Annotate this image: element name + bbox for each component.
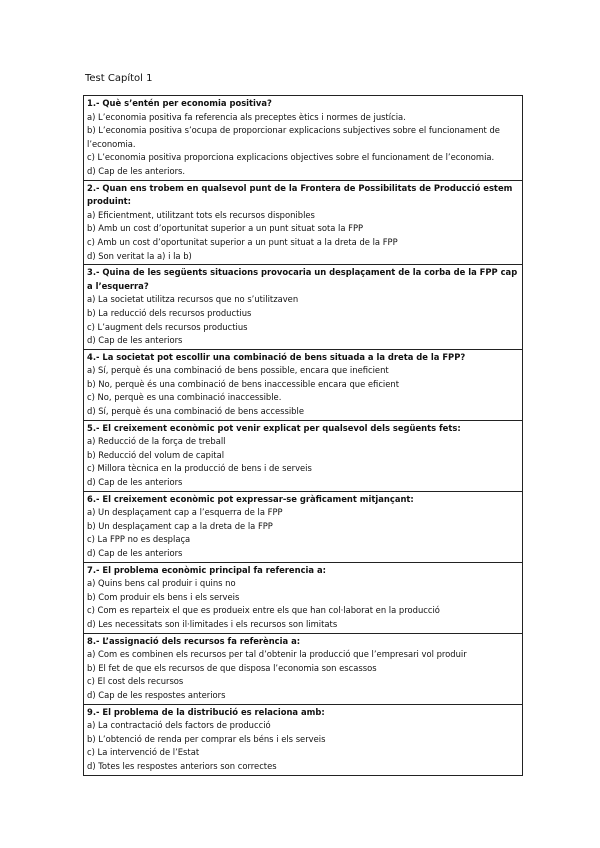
document-title: Test Capítol 1	[85, 73, 153, 84]
option-c: c) L’economia positiva proporciona explicacions objectives sobre el funcionament de l’economia.	[87, 152, 495, 163]
question-4	[84, 349, 522, 420]
option-b: b) Reducció del volum de capital	[87, 449, 225, 460]
question-title: 1.- Què s’entén per economia positiva?	[87, 98, 272, 108]
question-title: 4.- La societat pot escollir una combinació de bens situada a la dreta de la FPP?	[87, 351, 466, 362]
question-title: 5.- El creixement econòmic pot venir explicat per qualsevol dels següents fets:	[87, 422, 461, 433]
option-a: a) Sí, perquè és una combinació de bens possible, encara que ineficient	[87, 365, 389, 376]
question-title: 2.- Quan ens trobem en qualsevol punt de la Frontera de Possibilitats de Producció estem produint:	[87, 182, 513, 207]
question-2	[84, 180, 522, 265]
question-3	[84, 264, 522, 349]
option-c: c) Millora tècnica en la producció de bens i de serveis	[87, 463, 312, 474]
option-d: d) Sí, perquè és una combinació de bens accessible	[87, 406, 304, 417]
quiz-table	[83, 95, 523, 776]
option-b: b) Un desplaçament cap a la dreta de la FPP	[87, 520, 273, 531]
option-b: b) La reducció dels recursos productius	[87, 307, 252, 318]
option-c: c) La FPP no es desplaça	[87, 534, 191, 545]
option-b: b) El fet de que els recursos de que disposa l’economia son escassos	[87, 662, 377, 673]
option-b: b) No, perquè és una combinació de bens inaccessible encara que eficient	[87, 378, 399, 389]
question-title: 3.- Quina de les següents situacions provocaria un desplaçament de la corba de la FPP cap a l’esquerra?	[87, 267, 518, 291]
question-8	[84, 633, 522, 704]
option-a: a) Quins bens cal produir i quins no	[87, 578, 236, 589]
option-a: a) La societat utilitza recursos que no s’utilitzaven	[87, 294, 299, 305]
option-a: a) Reducció de la força de treball	[87, 436, 226, 447]
option-a: a) L’economia positiva fa referencia als preceptes ètics i normes de justícia.	[87, 111, 406, 122]
option-d: d) Cap de les anteriors	[87, 335, 183, 346]
option-d: d) Cap de les anteriors	[87, 548, 183, 558]
option-c: c) La intervenció de l’Estat	[87, 747, 200, 758]
question-title: 8.- L’assignació dels recursos fa referència a:	[87, 635, 301, 646]
question-title: 9.- El problema de la distribució es relaciona amb:	[87, 706, 325, 717]
option-d: d) Cap de les anteriors	[87, 477, 183, 488]
option-d: d) Cap de les anteriors.	[87, 165, 186, 176]
option-d: d) Totes les respostes anteriors son correctes	[87, 760, 277, 771]
question-1	[84, 95, 522, 180]
option-c: c) No, perquè es una combinació inaccessible.	[87, 392, 282, 403]
option-a: a) Un desplaçament cap a l’esquerra de la FPP	[87, 507, 283, 518]
option-c: c) L’augment dels recursos productius	[87, 321, 248, 332]
option-b: b) Com produir els bens i els serveis	[87, 591, 240, 602]
option-d: d) Cap de les respostes anteriors	[87, 689, 226, 700]
option-d: d) Les necessitats son il·limitades i els recursos son limitats	[87, 618, 338, 629]
option-c: c) El cost dels recursos	[87, 676, 184, 687]
option-a: a) Eficientment, utilitzant tots els recursos disponibles	[87, 209, 315, 220]
option-b: b) Amb un cost d’oportunitat superior a un punt situat sota la FPP	[87, 223, 364, 234]
option-c: c) Com es reparteix el que es produeix entre els que han col·laborat en la producció	[87, 605, 440, 616]
option-d: d) Son veritat la a) i la b)	[87, 250, 192, 261]
option-b: b) L’economia positiva s’ocupa de proporcionar explicacions subjectives sobre el funcionament de l’economia.	[87, 125, 500, 149]
question-title: 6.- El creixement econòmic pot expressar-se gràficament mitjançant:	[87, 493, 414, 504]
option-a: a) Com es combinen els recursos per tal d’obtenir la producció que l’empresari vol produir	[87, 649, 467, 660]
option-b: b) L’obtenció de renda per comprar els béns i els serveis	[87, 733, 326, 744]
option-a: a) La contractació dels factors de producció	[87, 720, 271, 731]
question-5	[84, 420, 522, 491]
question-6	[84, 491, 522, 562]
option-c: c) Amb un cost d’oportunitat superior a un punt situat a la dreta de la FPP	[87, 236, 398, 247]
question-title: 7.- El problema econòmic principal fa referencia a:	[87, 564, 326, 575]
question-7	[84, 562, 522, 633]
question-9	[84, 704, 522, 775]
